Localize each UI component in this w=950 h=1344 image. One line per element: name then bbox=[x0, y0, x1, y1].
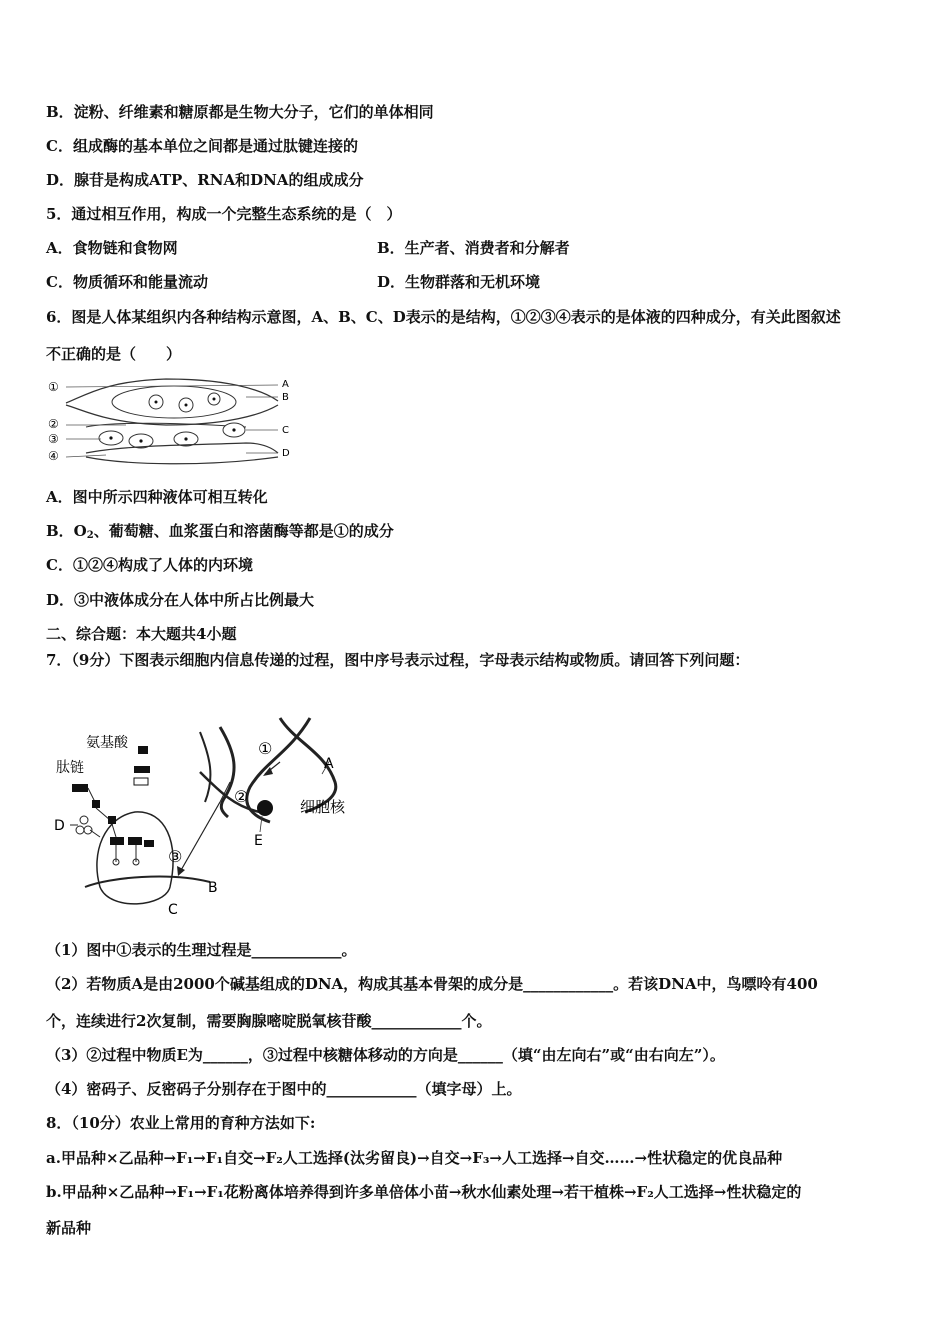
fig2-label-2: ② bbox=[234, 787, 249, 806]
fig2-label-b: B bbox=[208, 880, 218, 896]
fig1-label-4: ④ bbox=[48, 449, 59, 463]
q6-stem-line1: 6．图是人体某组织内各种结构示意图，A、B、C、D表示的是结构，①②③④表示的是体液的四种成分，有关此图叙述 bbox=[46, 308, 841, 326]
fig2-label-e: E bbox=[254, 833, 263, 849]
q8-method-a: a.甲品种×乙品种→F₁→F₁自交→F₂人工选择(汰劣留良)→自交→F₃→人工选择→自交……→性状稳定的优良品种 bbox=[46, 1149, 783, 1167]
fig1-label-a: A bbox=[282, 379, 289, 390]
q4-option-d: D．腺苷是构成ATP、RNA和DNA的组成成分 bbox=[46, 171, 364, 189]
q8-method-b: b.甲品种×乙品种→F₁→F₁花粉离体培养得到许多单倍体小苗→秋水仙素处理→若干植株→F₂人工选择→性状稳定的 bbox=[46, 1183, 802, 1201]
q4-option-b: B．淀粉、纤维素和糖原都是生物大分子，它们的单体相同 bbox=[46, 103, 434, 121]
q7-part1: （1）图中①表示的生理过程是____________。 bbox=[46, 941, 357, 959]
q5-option-d: D．生物群落和无机环境 bbox=[377, 273, 541, 291]
fig1-label-d: D bbox=[282, 448, 290, 459]
fig2-label-3: ③ bbox=[168, 847, 183, 866]
q5-option-a: A．食物链和食物网 bbox=[46, 239, 178, 257]
q7-part3: （3）②过程中物质E为______，③过程中核糖体移动的方向是______（填“由左向右”或“由右向左”）。 bbox=[46, 1046, 725, 1064]
fig2-label-nucleus: 细胞核 bbox=[300, 798, 346, 816]
fig2-label-peptide: 肽链 bbox=[56, 760, 84, 776]
fig2-label-c: C bbox=[168, 902, 178, 917]
tissue-diagram bbox=[46, 375, 306, 467]
fig2-label-1: ① bbox=[258, 739, 273, 758]
fig2-label-amino-acid: 氨基酸 bbox=[86, 735, 128, 751]
section-2-heading: 二、综合题：本大题共4小题 bbox=[46, 625, 237, 643]
q6-option-d: D．③中液体成分在人体中所占比例最大 bbox=[46, 591, 315, 609]
q6-option-b: B．$O_2$、葡萄糖、血浆蛋白和溶菌酶等都是①的成分 bbox=[46, 522, 394, 541]
fig1-label-1: ① bbox=[48, 380, 59, 394]
fig2-label-a: A bbox=[324, 756, 334, 772]
q6-option-c: C．①②④构成了人体的内环境 bbox=[46, 556, 253, 574]
q6-option-a: A．图中所示四种液体可相互转化 bbox=[46, 488, 268, 506]
q7-part2-line2: 个，连续进行2次复制，需要胸腺嘧啶脱氧核苷酸____________个。 bbox=[46, 1012, 492, 1030]
q7-part2-line1: （2）若物质A是由2000个碱基组成的DNA，构成其基本骨架的成分是____________。若该DNA中，鸟嘌呤有400 bbox=[46, 975, 818, 993]
q5-option-b: B．生产者、消费者和分解者 bbox=[377, 239, 570, 257]
q5-option-c: C．物质循环和能量流动 bbox=[46, 273, 208, 291]
q4-option-c: C．组成酶的基本单位之间都是通过肽键连接的 bbox=[46, 137, 358, 155]
q5-stem: 5．通过相互作用，构成一个完整生态系统的是（ ） bbox=[46, 205, 402, 223]
fig1-label-3: ③ bbox=[48, 432, 59, 446]
fig2-label-d: D bbox=[54, 818, 65, 834]
q6-stem-line2: 不正确的是（ ） bbox=[46, 345, 182, 363]
q8-stem: 8．（10分）农业上常用的育种方法如下: bbox=[46, 1114, 316, 1132]
fig1-label-c: C bbox=[282, 425, 289, 436]
q7-stem: 7．（9分）下图表示细胞内信息传递的过程，图中序号表示过程，字母表示结构或物质。请回答下列问题： bbox=[46, 651, 750, 669]
gene-expression-diagram bbox=[50, 712, 370, 917]
fig1-label-b: B bbox=[282, 392, 289, 403]
q7-part4: （4）密码子、反密码子分别存在于图中的____________（填字母）上。 bbox=[46, 1080, 522, 1098]
q8-method-b-cont: 新品种 bbox=[46, 1219, 92, 1237]
fig1-label-2: ② bbox=[48, 417, 59, 431]
